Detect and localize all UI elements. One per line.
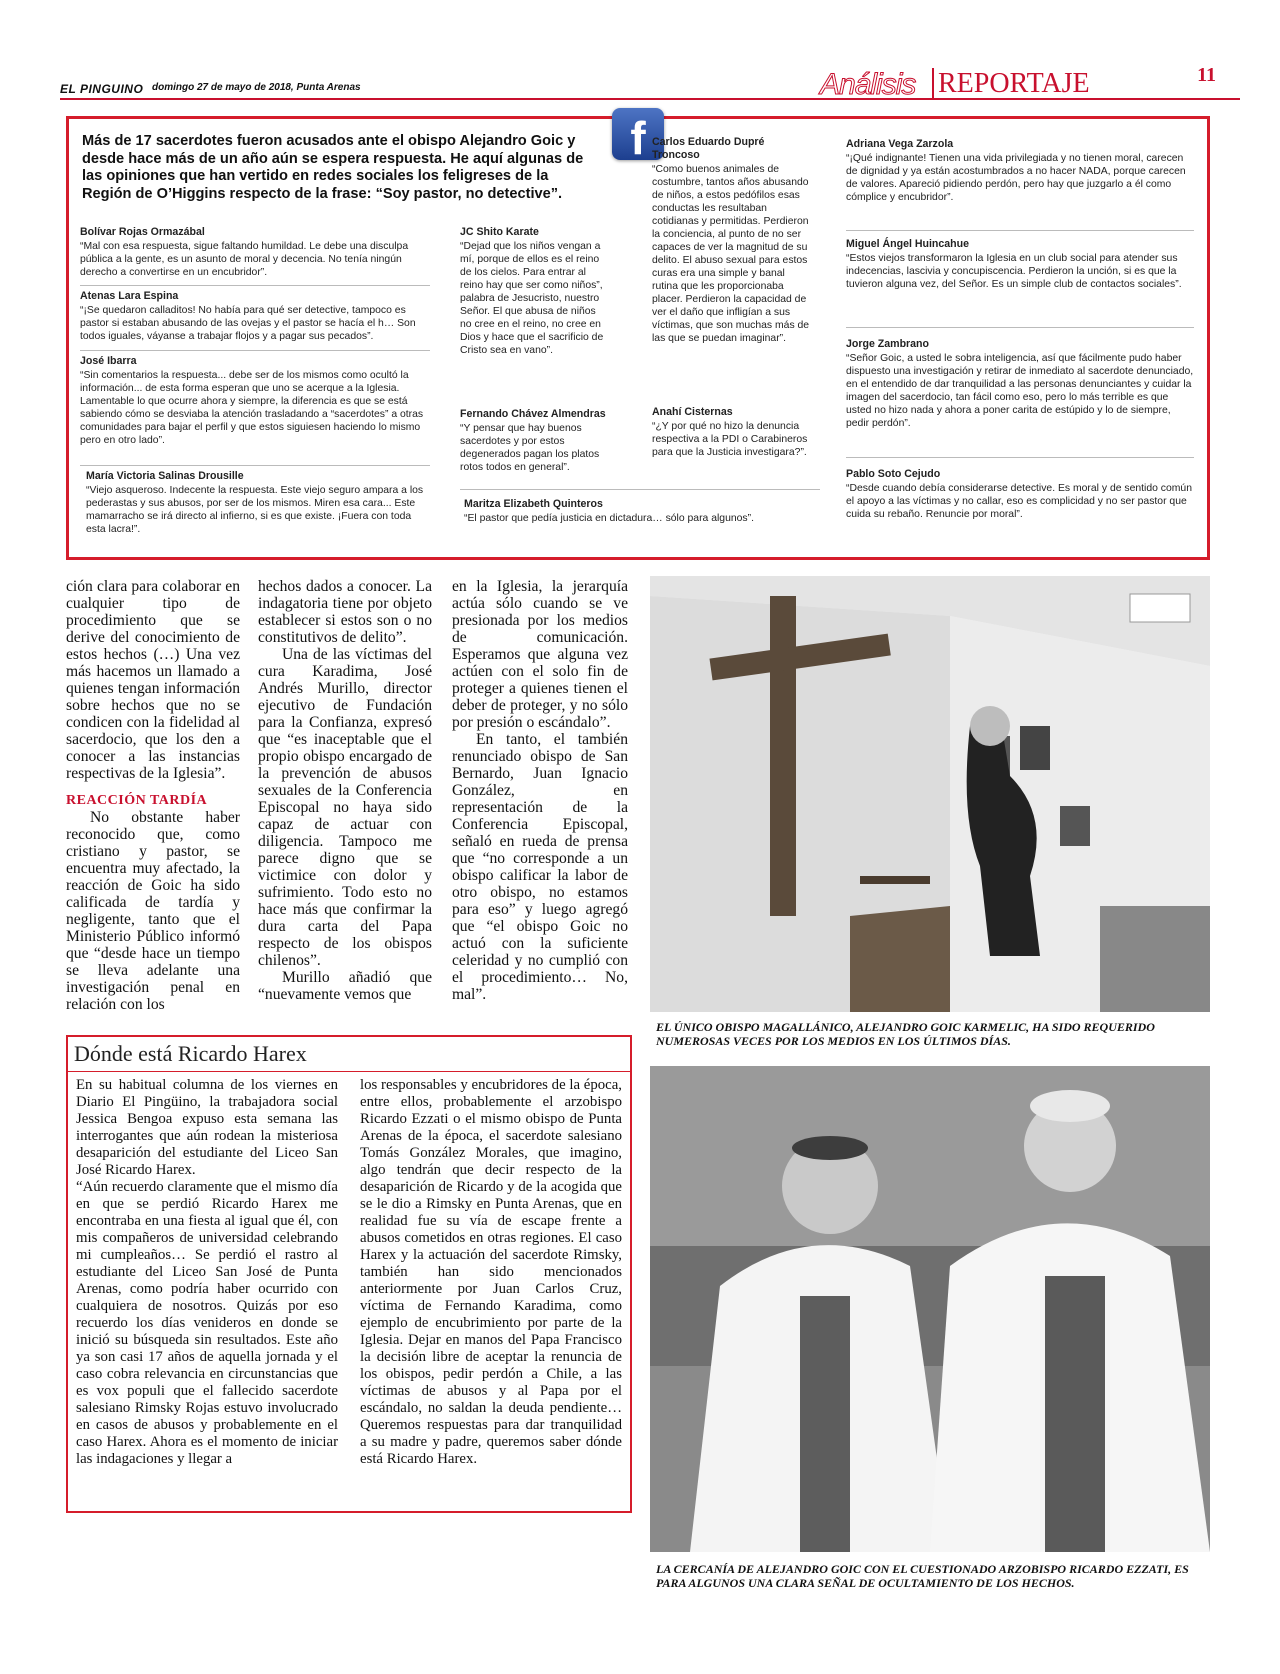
sidebar-paragraph: los responsables y encubridores de la época, entre ellos, probablemente el arzobispo Ricardo Ezzati o el mismo obispo de Punta Arenas de la época, el sacerdote salesiano Tomás González Morales, que imagino, algo tendrán que decir respecto de la desaparición de Ricardo y de la acogida que se le dio a Rimsky en Punta Arenas, que en realidad fue su vía de escape frente a abusos cometidos en otras regiones. El caso Harex y la actuación del sacerdote Rimsky, también han sido mencionados anteriormente por Juan Carlos Cruz, víctima de Fernando Karadima, como ejemplo de encubrimiento por parte de la Iglesia. Dejar en manos del Papa Francisco la decisión libre de aceptar la renuncia de los obispos, pedir perdón a Chile, a las víctimas de abusos y al Papa por el escándalo, no saldan la deuda pendiente… Queremos respuestas para dar tranquilidad a su madre y padre, queremos saber dónde está Ricardo Harex. (360, 1077, 622, 1467)
opinion (80, 355, 430, 447)
opinion-text: “Viejo asqueroso. Indecente la respuesta. Este viejo seguro ampara a los pederastas y sus abusos, por ser de los mismos. Miren esa cara... Este mamarracho se irá directo al infierno, si es que existe. ¡Fuera con toda esta lacra!”. (86, 485, 424, 535)
opinion-author: Pablo Soto Cejudo (846, 468, 941, 480)
box-intro: Más de 17 sacerdotes fueron acusados ante el obispo Alejandro Goic y desde hace más de un año aún se espera respuesta. He aquí algunas de las opiniones que han vertido en redes sociales los feligreses de la Región de O’Higgins respecto de la frase: “Soy pastor, no detective”. (82, 133, 584, 202)
issue-date: domingo 27 de mayo de 2018, Punta Arenas (152, 82, 361, 93)
sidebar-paragraph: “Aún recuerdo claramente que el mismo día en que se perdió Ricardo Harex me encontraba en una fiesta al igual que él, con mis compañeros de universidad celebrando mi cumpleaños… Se perdió el rastro al estudiante del Liceo San José de Punta Arenas, como podría haber ocurrido con cualquiera de nosotros. Quizás por eso recuerdo los días venideros en donde se inició su búsqueda sin resultados. Este año ya son casi 17 años de aquella jornada y el caso cobra relevancia en circunstancias que es vox populi que el fallecido sacerdote salesiano Rimsky Rojas estuvo involucrado en casos de abusos y probablemente en el caso Harex. Ahora es el momento de iniciar las indagaciones y llegar a (76, 1179, 338, 1467)
newspaper-name: EL PINGUINO (60, 82, 144, 96)
article-paragraph: en la Iglesia, la jerarquía actúa sólo cuando se ve presionada por los medios de comunicación. Esperamos que alguna vez actúen con el solo fin de proteger a quienes tienen el deber de proteger, y no sólo por presión o escándalo”. (452, 578, 628, 731)
opinion (846, 138, 1196, 204)
sidebar-column-1 (76, 1077, 338, 1468)
opinion (846, 468, 1196, 521)
opinion-author: Fernando Chávez Almendras (460, 408, 606, 420)
opinion-author: JC Shito Karate (460, 226, 539, 238)
article-paragraph: ción clara para colaborar en cualquier tipo de procedimiento que se derive del conocimiento de estos hechos (…) Una vez más hacemos un llamado a quienes tengan información sobre hechos que no se condicen con la fidelidad al sacerdocio, que los den a conocer a las instancias respectivas de la Iglesia”. (66, 578, 240, 782)
divider (846, 457, 1194, 458)
opinion-text: “Dejad que los niños vengan a mí, porque de ellos es el reino de los cielos. Para entrar al reino hay que ser como niños”, palabra de Jesucristo, nuestro Señor. El que abusa de niños no cree en el reino, no cree en Dios y hace que el sacrificio de Cristo sea en vano”. (460, 241, 604, 356)
article-column-3 (452, 578, 628, 1003)
opinion-text: “¿Y por qué no hizo la denuncia respectiva a la PDI o Carabineros para que la Justicia investigara?”. (652, 421, 808, 458)
sidebar-column-2 (360, 1077, 622, 1468)
opinion-text: “¡Se quedaron calladitos! No había para qué ser detective, tampoco es pastor si estaban abusando de las ovejas y el pastor se hacía el h… Son todos iguales, váyanse a trabajar flojos y a pagar sus pecados”. (80, 305, 416, 342)
opinion-text: “El pastor que pedía justicia en dictadura… sólo para algunos”. (464, 513, 754, 524)
opinion-text: “Como buenos animales de costumbre, tantos años abusando de niños, a estos pedófilos esas conductas les resultaban cotidianas y permitidas. Perdieron la conciencia, al punto de no ser capaces de ver la magnitud de su delito. El abuso sexual para estos curas era una simple y banal rutina que les proporcionaba placer. Perdieron la capacidad de ver el daño que infligían a sus víctimas, que son muchas más de las que se puedan imaginar”. (652, 164, 810, 344)
article-paragraph: Murillo añadió que “nuevamente vemos que (258, 969, 432, 1003)
opinion-author: Bolívar Rojas Ormazábal (80, 226, 205, 238)
article-paragraph: No obstante haber reconocido que, como cristiano y pastor, se encuentra muy afectado, la reacción de Goic ha sido calificada de tardía y negligente, tanto que el Ministerio Público informó que “desde hace un tiempo se lleva adelante una investigación penal en relación con los (66, 809, 240, 1013)
article-paragraph: En tanto, el también renunciado obispo de San Bernardo, Juan Ignacio González, en representación de la Conferencia Episcopal, señaló en rueda de prensa que “no corresponde a un obispo calificar la labor de otro obispo, no estamos para eso” y luego agregó que “el obispo Goic no actuó con la suficiente celeridad y no cumplió con el procedimiento… No, mal”. (452, 731, 628, 1003)
divider (80, 465, 430, 466)
sidebar-title-rule (68, 1071, 630, 1072)
page-number: 11 (1197, 64, 1216, 86)
divider (846, 327, 1194, 328)
opinion (460, 408, 608, 474)
divider (846, 230, 1194, 231)
opinion-author: Anahí Cisternas (652, 406, 733, 418)
opinion-author: María Victoria Salinas Drousille (86, 470, 244, 482)
photo-goic-ezzati (650, 1066, 1210, 1552)
photo-goic-office (650, 576, 1210, 1012)
opinion-author: José Ibarra (80, 355, 137, 367)
page-header (60, 64, 1240, 106)
section-label-analisis: Análisis (820, 68, 916, 101)
sidebar-title: Dónde está Ricardo Harex (74, 1041, 307, 1066)
opinion-author: Jorge Zambrano (846, 338, 930, 350)
opinion-text: “Señor Goic, a usted le sobra inteligencia, así que fácilmente pudo haber dispuesto una investigación y retirar de inmediato al sacerdote denunciado, en el entendido de dar tranquilidad a las personas denunciantes y cuidar la imagen del sacerdocio, tan fácil como eso, pero lo más terrible es que usted no hizo nada y ahora a poner carita de estúpido y lo de siempre, pedir perdón”. (846, 353, 1194, 429)
opinion (86, 470, 432, 536)
photo-caption: LA CERCANÍA DE ALEJANDRO GOIC CON EL CUESTIONADO ARZOBISPO RICARDO EZZATI, ES PARA ALGUNOS UNA CLARA SEÑAL DE OCULTAMIENTO DE LOS HECHOS. (656, 1562, 1189, 1590)
section-label-reportaje: REPORTAJE (932, 68, 1090, 100)
opinion-author: Carlos Eduardo Dupré Troncoso (652, 136, 765, 161)
opinion (846, 338, 1196, 430)
photo-goic-ezzati-image (650, 1066, 1210, 1552)
opinion (460, 226, 608, 357)
divider (460, 489, 820, 490)
opinion-author: Atenas Lara Espina (80, 290, 179, 302)
opinion-text: “Sin comentarios la respuesta... debe ser de los mismos como ocultó la información... de esta forma esperan que uno se acerque a la Iglesia. Lamentable lo que ocurre ahora y siempre, la diferencia es que se está sabiendo cómo se desviaba la atención trasladando a “sacerdotes” a otras comunidades para bajar el perfil y que estos siguiesen haciendo lo mismo pero en otro lado”. (80, 370, 424, 446)
article-column-2 (258, 578, 432, 1003)
opinion (846, 238, 1196, 291)
article-paragraph: Una de las víctimas del cura Karadima, José Andrés Murillo, director ejecutivo de Fundación para la Confianza, expresó que “es inaceptable que el propio obispo encargado de la prevención de abusos sexuales de la Conferencia Episcopal no haya sido capaz de actuar con diligencia. Tampoco me parece digno que se victimice con dolor y sufrimiento. Todo esto no hace más que confirmar la dura carta del Papa respecto de los obispos chilenos”. (258, 646, 432, 969)
opinion (80, 290, 430, 343)
photo-goic-office-image (650, 576, 1210, 1012)
opinion-text: “Estos viejos transformaron la Iglesia en un club social para atender sus indecencias, lascivia y concupiscencia. Perdieron la unción, si es que la tuvieron alguna vez, del Señor. Es un simple club de contactos sociales”. (846, 253, 1182, 290)
opinion-author: Adriana Vega Zarzola (846, 138, 954, 150)
opinion (80, 226, 430, 279)
divider (80, 350, 430, 351)
subheading: REACCIÓN TARDÍA (66, 793, 208, 808)
opinion (652, 406, 822, 459)
sidebar-harex (66, 1035, 632, 1513)
opinion (464, 498, 824, 525)
facebook-icon: f (612, 108, 664, 160)
opinion-text: “Mal con esa respuesta, sigue faltando humildad. Le debe una disculpa pública a la gente, es un asunto de moral y decencia. No tenía ningún derecho a convertirse en un encubridor”. (80, 241, 409, 278)
photo-caption: EL ÚNICO OBISPO MAGALLÁNICO, ALEJANDRO GOIC KARMELIC, HA SIDO REQUERIDO NUMEROSAS VECES POR LOS MEDIOS EN LOS ÚLTIMOS DÍAS. (656, 1020, 1155, 1048)
opinion-text: “¡Qué indignante! Tienen una vida privilegiada y no tienen moral, carecen de dignidad y ya están acostumbrados a no hacer NADA, porque carecen de valores. Apareció pidiendo perdón, pero hay que juzgarlo a él como cómplice y encubridor”. (846, 153, 1186, 203)
article-column-1 (66, 578, 240, 1013)
opinion (652, 136, 812, 345)
divider (80, 285, 430, 286)
article-paragraph: hechos dados a conocer. La indagatoria tiene por objeto establecer si estos son o no constitutivos de delito”. (258, 578, 432, 646)
opinion-text: “Desde cuando debía considerarse detective. Es moral y de sentido común el apoyo a las víctimas y no callar, eso es complicidad y no ser pastor que cuida su rebaño. Renuncie por moral”. (846, 483, 1192, 520)
opinion-author: Miguel Ángel Huincahue (846, 238, 970, 250)
opinion-author: Maritza Elizabeth Quinteros (464, 498, 603, 510)
sidebar-paragraph: En su habitual columna de los viernes en Diario El Pingüino, la trabajadora social Jessica Bengoa expuso esta semana las interrogantes que aún rodean la misteriosa desaparición del estudiante del Liceo San José Ricardo Harex. (76, 1077, 338, 1178)
opinion-text: “Y pensar que hay buenos sacerdotes y por estos degenerados pagan los platos rotos todos en general”. (460, 423, 600, 473)
